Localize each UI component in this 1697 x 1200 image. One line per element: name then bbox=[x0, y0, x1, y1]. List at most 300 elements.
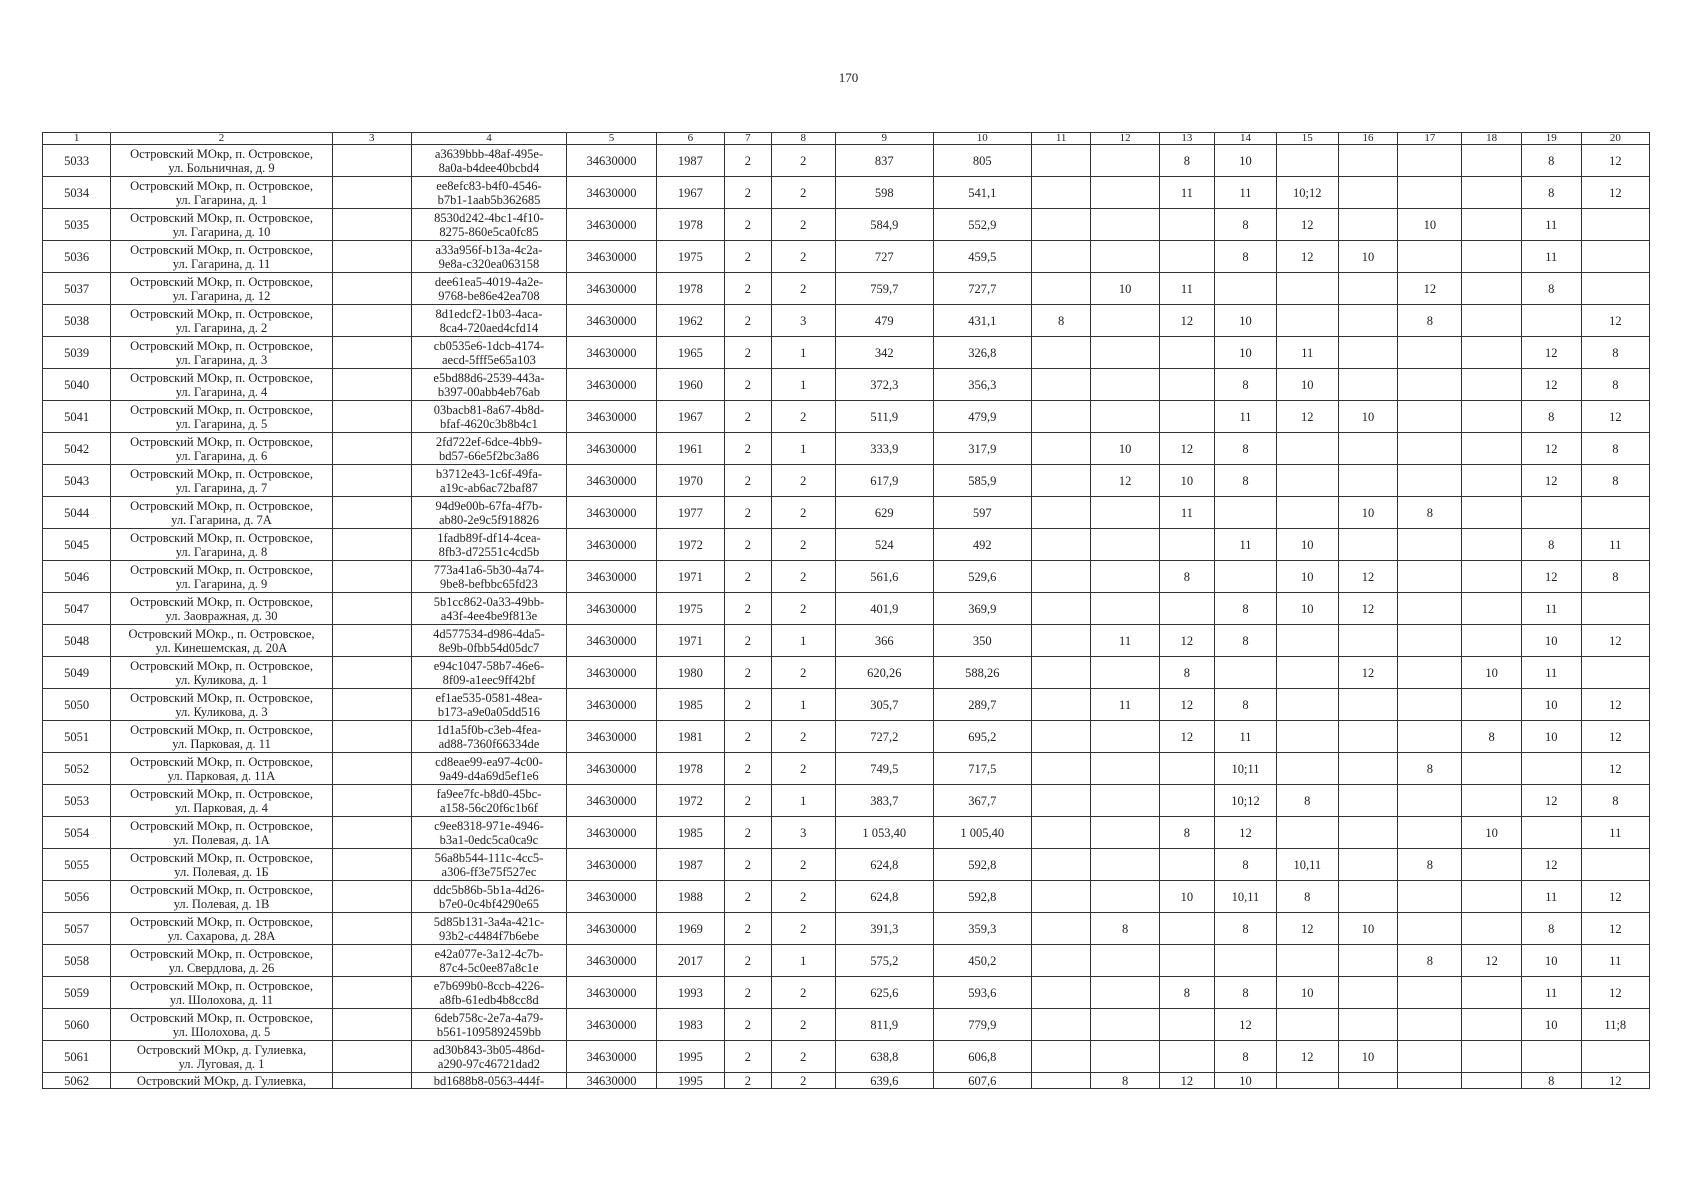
cell-col-6: 1970 bbox=[656, 465, 724, 497]
address-line-1: Островский МОкр, п. Островское, bbox=[130, 850, 313, 865]
cell-col-12 bbox=[1091, 497, 1159, 529]
cell-col-14: 8 bbox=[1215, 209, 1277, 241]
cell-col-11 bbox=[1031, 721, 1091, 753]
column-header: 4 bbox=[411, 133, 567, 145]
cell-col-9: 749,5 bbox=[835, 753, 933, 785]
guid-line-2: 8f09-a1eec9ff42bf bbox=[442, 672, 536, 687]
cell-col-7: 2 bbox=[724, 817, 771, 849]
cell-col-3 bbox=[332, 657, 411, 689]
address-cell bbox=[111, 177, 333, 209]
cell-col-8: 3 bbox=[771, 305, 835, 337]
address-line-1: Островский МОкр, п. Островское, bbox=[130, 914, 313, 929]
cell-col-5: 34630000 bbox=[567, 945, 657, 977]
cell-col-7: 2 bbox=[724, 721, 771, 753]
cell-col-10: 479,9 bbox=[933, 401, 1031, 433]
guid-line-1: e42a077e-3a12-4c7b- bbox=[434, 946, 544, 961]
cell-col-8: 2 bbox=[771, 753, 835, 785]
cell-col-17 bbox=[1398, 465, 1462, 497]
cell-col-11 bbox=[1031, 209, 1091, 241]
cell-col-17 bbox=[1398, 817, 1462, 849]
table-row bbox=[43, 753, 1650, 785]
cell-col-16 bbox=[1338, 1009, 1398, 1041]
cell-col-19: 8 bbox=[1521, 1073, 1581, 1089]
row-id: 5060 bbox=[43, 1009, 111, 1041]
guid-cell bbox=[411, 913, 567, 945]
cell-col-8: 2 bbox=[771, 497, 835, 529]
cell-col-17: 8 bbox=[1398, 849, 1462, 881]
cell-col-6: 1969 bbox=[656, 913, 724, 945]
guid-line-2: ad88-7360f66334de bbox=[438, 736, 540, 751]
address-cell bbox=[111, 433, 333, 465]
cell-col-16 bbox=[1338, 689, 1398, 721]
cell-col-18 bbox=[1462, 753, 1522, 785]
table-row bbox=[43, 433, 1650, 465]
cell-col-12 bbox=[1091, 369, 1159, 401]
cell-col-9: 383,7 bbox=[835, 785, 933, 817]
cell-col-7: 2 bbox=[724, 177, 771, 209]
address-line-2: ул. Парковая, д. 4 bbox=[175, 800, 268, 815]
cell-col-18 bbox=[1462, 209, 1522, 241]
address-line-1: Островский МОкр, п. Островское, bbox=[130, 690, 313, 705]
cell-col-15 bbox=[1276, 657, 1338, 689]
cell-col-20: 12 bbox=[1581, 721, 1649, 753]
cell-col-14: 8 bbox=[1215, 625, 1277, 657]
cell-col-9: 811,9 bbox=[835, 1009, 933, 1041]
cell-col-10: 779,9 bbox=[933, 1009, 1031, 1041]
cell-col-13: 8 bbox=[1159, 817, 1214, 849]
cell-col-7: 2 bbox=[724, 145, 771, 177]
cell-col-9: 342 bbox=[835, 337, 933, 369]
cell-col-11 bbox=[1031, 593, 1091, 625]
guid-cell bbox=[411, 273, 567, 305]
cell-col-6: 1983 bbox=[656, 1009, 724, 1041]
cell-col-9: 624,8 bbox=[835, 849, 933, 881]
row-id: 5057 bbox=[43, 913, 111, 945]
cell-col-16: 10 bbox=[1338, 401, 1398, 433]
cell-col-13 bbox=[1159, 209, 1214, 241]
cell-col-8: 1 bbox=[771, 945, 835, 977]
cell-col-5: 34630000 bbox=[567, 401, 657, 433]
address-line-1: Островский МОкр, п. Островское, bbox=[130, 178, 313, 193]
cell-col-3 bbox=[332, 689, 411, 721]
cell-col-18 bbox=[1462, 1041, 1522, 1073]
cell-col-6: 1965 bbox=[656, 337, 724, 369]
guid-line-2: a8fb-61edb4b8cc8d bbox=[439, 992, 539, 1007]
address-line-1: Островский МОкр, п. Островское, bbox=[130, 754, 313, 769]
guid-line-2: b7b1-1aab5b362685 bbox=[437, 192, 541, 207]
address-cell bbox=[111, 337, 333, 369]
address-line-2: ул. Гагарина, д. 8 bbox=[175, 544, 268, 559]
cell-col-3 bbox=[332, 1073, 411, 1089]
cell-col-3 bbox=[332, 881, 411, 913]
cell-col-18 bbox=[1462, 977, 1522, 1009]
guid-line-1: 4d577534-d986-4da5- bbox=[433, 626, 545, 641]
cell-col-16: 10 bbox=[1338, 1041, 1398, 1073]
address-line-1: Островский МОкр, п. Островское, bbox=[130, 818, 313, 833]
cell-col-20 bbox=[1581, 593, 1649, 625]
cell-col-12 bbox=[1091, 657, 1159, 689]
cell-col-16: 10 bbox=[1338, 913, 1398, 945]
cell-col-3 bbox=[332, 465, 411, 497]
cell-col-11 bbox=[1031, 689, 1091, 721]
cell-col-13 bbox=[1159, 849, 1214, 881]
address-line-2: ул. Шолохова, д. 5 bbox=[172, 1024, 271, 1039]
cell-col-14: 10 bbox=[1215, 305, 1277, 337]
cell-col-9: 305,7 bbox=[835, 689, 933, 721]
cell-col-18 bbox=[1462, 401, 1522, 433]
cell-col-7: 2 bbox=[724, 785, 771, 817]
cell-col-15 bbox=[1276, 1009, 1338, 1041]
row-id: 5049 bbox=[43, 657, 111, 689]
guid-line-2: 9a49-d4a69d5ef1e6 bbox=[439, 768, 539, 783]
cell-col-8: 2 bbox=[771, 881, 835, 913]
cell-col-20 bbox=[1581, 849, 1649, 881]
address-cell bbox=[111, 625, 333, 657]
address-line-1: Островский МОкр, п. Островское, bbox=[130, 722, 313, 737]
row-id: 5040 bbox=[43, 369, 111, 401]
guid-line-1: e5bd88d6-2539-443a- bbox=[433, 370, 545, 385]
cell-col-10: 492 bbox=[933, 529, 1031, 561]
row-id: 5061 bbox=[43, 1041, 111, 1073]
cell-col-3 bbox=[332, 817, 411, 849]
cell-col-8: 1 bbox=[771, 369, 835, 401]
cell-col-16 bbox=[1338, 209, 1398, 241]
table-row bbox=[43, 977, 1650, 1009]
guid-cell bbox=[411, 625, 567, 657]
cell-col-7: 2 bbox=[724, 561, 771, 593]
cell-col-13: 10 bbox=[1159, 465, 1214, 497]
cell-col-10: 592,8 bbox=[933, 849, 1031, 881]
cell-col-8: 2 bbox=[771, 1009, 835, 1041]
cell-col-16 bbox=[1338, 881, 1398, 913]
address-line-1: Островский МОкр, п. Островское, bbox=[130, 338, 313, 353]
cell-col-8: 2 bbox=[771, 657, 835, 689]
cell-col-5: 34630000 bbox=[567, 753, 657, 785]
cell-col-13 bbox=[1159, 753, 1214, 785]
guid-line-1: 2fd722ef-6dce-4bb9- bbox=[435, 434, 543, 449]
table-row bbox=[43, 241, 1650, 273]
cell-col-8: 2 bbox=[771, 1041, 835, 1073]
column-header: 8 bbox=[771, 133, 835, 145]
cell-col-19: 12 bbox=[1521, 785, 1581, 817]
cell-col-17 bbox=[1398, 1041, 1462, 1073]
cell-col-3 bbox=[332, 753, 411, 785]
cell-col-5: 34630000 bbox=[567, 849, 657, 881]
cell-col-15 bbox=[1276, 689, 1338, 721]
guid-line-2: a43f-4ee4be9f813e bbox=[440, 608, 538, 623]
cell-col-19: 10 bbox=[1521, 721, 1581, 753]
cell-col-8: 2 bbox=[771, 593, 835, 625]
cell-col-6: 1981 bbox=[656, 721, 724, 753]
cell-col-15: 8 bbox=[1276, 785, 1338, 817]
cell-col-5: 34630000 bbox=[567, 1073, 657, 1089]
cell-col-7: 2 bbox=[724, 241, 771, 273]
cell-col-16 bbox=[1338, 145, 1398, 177]
cell-col-14 bbox=[1215, 657, 1277, 689]
cell-col-13: 12 bbox=[1159, 433, 1214, 465]
cell-col-19: 10 bbox=[1521, 689, 1581, 721]
cell-col-5: 34630000 bbox=[567, 305, 657, 337]
guid-line-1: ddc5b86b-5b1a-4d26- bbox=[433, 882, 545, 897]
address-line-1: Островский МОкр, п. Островское, bbox=[130, 498, 313, 513]
cell-col-11 bbox=[1031, 1009, 1091, 1041]
cell-col-13 bbox=[1159, 945, 1214, 977]
address-cell bbox=[111, 785, 333, 817]
cell-col-6: 1985 bbox=[656, 817, 724, 849]
cell-col-16: 12 bbox=[1338, 561, 1398, 593]
cell-col-14: 8 bbox=[1215, 977, 1277, 1009]
cell-col-17: 8 bbox=[1398, 753, 1462, 785]
cell-col-10: 317,9 bbox=[933, 433, 1031, 465]
cell-col-20: 11 bbox=[1581, 817, 1649, 849]
guid-line-1: dee61ea5-4019-4a2e- bbox=[434, 274, 544, 289]
cell-col-8: 2 bbox=[771, 913, 835, 945]
cell-col-19: 10 bbox=[1521, 945, 1581, 977]
cell-col-20 bbox=[1581, 209, 1649, 241]
cell-col-20 bbox=[1581, 241, 1649, 273]
cell-col-6: 1980 bbox=[656, 657, 724, 689]
cell-col-6: 2017 bbox=[656, 945, 724, 977]
cell-col-14 bbox=[1215, 273, 1277, 305]
address-line-1: Островский МОкр, п. Островское, bbox=[130, 786, 313, 801]
cell-col-8: 3 bbox=[771, 817, 835, 849]
cell-col-12 bbox=[1091, 721, 1159, 753]
address-cell bbox=[111, 721, 333, 753]
cell-col-18 bbox=[1462, 465, 1522, 497]
cell-col-19: 11 bbox=[1521, 209, 1581, 241]
address-line-1: Островский МОкр, п. Островское, bbox=[130, 658, 313, 673]
row-id: 5052 bbox=[43, 753, 111, 785]
cell-col-20: 12 bbox=[1581, 1073, 1649, 1089]
row-id: 5046 bbox=[43, 561, 111, 593]
cell-col-14: 8 bbox=[1215, 241, 1277, 273]
guid-cell bbox=[411, 817, 567, 849]
cell-col-14: 11 bbox=[1215, 177, 1277, 209]
cell-col-12 bbox=[1091, 305, 1159, 337]
cell-col-13 bbox=[1159, 913, 1214, 945]
cell-col-13: 8 bbox=[1159, 657, 1214, 689]
cell-col-8: 1 bbox=[771, 689, 835, 721]
cell-col-5: 34630000 bbox=[567, 145, 657, 177]
cell-col-3 bbox=[332, 305, 411, 337]
cell-col-11: 8 bbox=[1031, 305, 1091, 337]
cell-col-13: 12 bbox=[1159, 689, 1214, 721]
cell-col-15 bbox=[1276, 497, 1338, 529]
cell-col-5: 34630000 bbox=[567, 977, 657, 1009]
address-line-2: ул. Больничная, д. 9 bbox=[168, 160, 275, 175]
cell-col-11 bbox=[1031, 1073, 1091, 1089]
cell-col-15: 12 bbox=[1276, 209, 1338, 241]
cell-col-16 bbox=[1338, 337, 1398, 369]
cell-col-14: 10;11 bbox=[1215, 753, 1277, 785]
guid-cell bbox=[411, 465, 567, 497]
cell-col-9: 511,9 bbox=[835, 401, 933, 433]
cell-col-17: 8 bbox=[1398, 497, 1462, 529]
cell-col-7: 2 bbox=[724, 913, 771, 945]
cell-col-17: 12 bbox=[1398, 273, 1462, 305]
table-row bbox=[43, 689, 1650, 721]
table-body bbox=[43, 145, 1650, 1089]
address-line-2: ул. Парковая, д. 11А bbox=[167, 768, 276, 783]
cell-col-9: 759,7 bbox=[835, 273, 933, 305]
cell-col-10: 607,6 bbox=[933, 1073, 1031, 1089]
cell-col-12: 11 bbox=[1091, 625, 1159, 657]
cell-col-9: 333,9 bbox=[835, 433, 933, 465]
table-row bbox=[43, 1009, 1650, 1041]
cell-col-11 bbox=[1031, 273, 1091, 305]
cell-col-15 bbox=[1276, 625, 1338, 657]
guid-cell bbox=[411, 241, 567, 273]
address-cell bbox=[111, 753, 333, 785]
cell-col-14: 12 bbox=[1215, 1009, 1277, 1041]
table-row bbox=[43, 785, 1650, 817]
cell-col-11 bbox=[1031, 785, 1091, 817]
guid-line-1: c9ee8318-971e-4946- bbox=[434, 818, 544, 833]
cell-col-20: 8 bbox=[1581, 465, 1649, 497]
cell-col-13 bbox=[1159, 1041, 1214, 1073]
cell-col-3 bbox=[332, 561, 411, 593]
cell-col-18 bbox=[1462, 593, 1522, 625]
cell-col-17 bbox=[1398, 401, 1462, 433]
cell-col-5: 34630000 bbox=[567, 529, 657, 561]
cell-col-6: 1978 bbox=[656, 753, 724, 785]
cell-col-5: 34630000 bbox=[567, 337, 657, 369]
guid-line-2: b7e0-0c4bf4290e65 bbox=[438, 896, 539, 911]
cell-col-20: 11;8 bbox=[1581, 1009, 1649, 1041]
guid-line-1: cd8eae99-ea97-4c00- bbox=[435, 754, 543, 769]
guid-cell bbox=[411, 1009, 567, 1041]
address-cell bbox=[111, 401, 333, 433]
cell-col-16: 10 bbox=[1338, 497, 1398, 529]
cell-col-3 bbox=[332, 977, 411, 1009]
cell-col-6: 1985 bbox=[656, 689, 724, 721]
cell-col-11 bbox=[1031, 657, 1091, 689]
column-header: 9 bbox=[835, 133, 933, 145]
cell-col-17 bbox=[1398, 337, 1462, 369]
cell-col-20: 8 bbox=[1581, 561, 1649, 593]
guid-line-1: 773a41a6-5b30-4a74- bbox=[433, 562, 545, 577]
guid-line-1: 03bacb81-8a67-4b8d- bbox=[433, 402, 545, 417]
cell-col-16 bbox=[1338, 177, 1398, 209]
row-id: 5054 bbox=[43, 817, 111, 849]
cell-col-10: 350 bbox=[933, 625, 1031, 657]
guid-line-2: 9768-be86e42ea708 bbox=[438, 288, 540, 303]
cell-col-9: 366 bbox=[835, 625, 933, 657]
table-row bbox=[43, 209, 1650, 241]
cell-col-15: 12 bbox=[1276, 401, 1338, 433]
cell-col-12: 11 bbox=[1091, 689, 1159, 721]
cell-col-5: 34630000 bbox=[567, 1041, 657, 1073]
cell-col-9: 561,6 bbox=[835, 561, 933, 593]
cell-col-3 bbox=[332, 433, 411, 465]
cell-col-9: 638,8 bbox=[835, 1041, 933, 1073]
cell-col-18 bbox=[1462, 881, 1522, 913]
cell-col-11 bbox=[1031, 881, 1091, 913]
guid-line-1: e94c1047-58b7-46e6- bbox=[433, 658, 545, 673]
row-id: 5045 bbox=[43, 529, 111, 561]
cell-col-5: 34630000 bbox=[567, 369, 657, 401]
address-line-2: ул. Шолохова, д. 11 bbox=[169, 992, 274, 1007]
cell-col-18 bbox=[1462, 369, 1522, 401]
column-header: 1 bbox=[43, 133, 111, 145]
cell-col-10: 727,7 bbox=[933, 273, 1031, 305]
cell-col-8: 2 bbox=[771, 849, 835, 881]
cell-col-7: 2 bbox=[724, 401, 771, 433]
guid-line-1: 5b1cc862-0a33-49bb- bbox=[433, 594, 545, 609]
cell-col-19: 12 bbox=[1521, 369, 1581, 401]
column-header: 7 bbox=[724, 133, 771, 145]
cell-col-5: 34630000 bbox=[567, 209, 657, 241]
cell-col-13: 12 bbox=[1159, 305, 1214, 337]
cell-col-11 bbox=[1031, 849, 1091, 881]
cell-col-12 bbox=[1091, 401, 1159, 433]
guid-line-1: ad30b843-3b05-486d- bbox=[433, 1042, 545, 1057]
cell-col-5: 34630000 bbox=[567, 433, 657, 465]
cell-col-14: 10 bbox=[1215, 145, 1277, 177]
guid-cell bbox=[411, 561, 567, 593]
guid-cell bbox=[411, 177, 567, 209]
cell-col-9: 584,9 bbox=[835, 209, 933, 241]
cell-col-9: 629 bbox=[835, 497, 933, 529]
guid-line-2: 9e8a-c320ea063158 bbox=[438, 256, 540, 271]
address-line-1: Островский МОкр, п. Островское, bbox=[130, 978, 313, 993]
cell-col-8: 1 bbox=[771, 625, 835, 657]
cell-col-16 bbox=[1338, 305, 1398, 337]
cell-col-10: 541,1 bbox=[933, 177, 1031, 209]
cell-col-19: 12 bbox=[1521, 433, 1581, 465]
cell-col-18 bbox=[1462, 305, 1522, 337]
cell-col-11 bbox=[1031, 145, 1091, 177]
address-line-2: ул. Сахарова, д. 28А bbox=[167, 928, 276, 943]
cell-col-15: 12 bbox=[1276, 913, 1338, 945]
guid-line-2: 8fb3-d72551c4cd5b bbox=[438, 544, 540, 559]
cell-col-13: 12 bbox=[1159, 625, 1214, 657]
cell-col-7: 2 bbox=[724, 497, 771, 529]
cell-col-18 bbox=[1462, 625, 1522, 657]
address-line-2: ул. Кинешемская, д. 20А bbox=[155, 640, 288, 655]
address-line-1: Островский МОкр, п. Островское, bbox=[130, 242, 313, 257]
column-header: 19 bbox=[1521, 133, 1581, 145]
cell-col-19 bbox=[1521, 305, 1581, 337]
guid-line-1: cb0535e6-1dcb-4174- bbox=[433, 338, 545, 353]
guid-line-2: bfaf-4620c3b8b4c1 bbox=[440, 416, 538, 431]
cell-col-15 bbox=[1276, 721, 1338, 753]
cell-col-5: 34630000 bbox=[567, 657, 657, 689]
cell-col-12 bbox=[1091, 337, 1159, 369]
cell-col-5: 34630000 bbox=[567, 465, 657, 497]
guid-line-1: fa9ee7fc-b8d0-45bc- bbox=[436, 786, 542, 801]
cell-col-10: 359,3 bbox=[933, 913, 1031, 945]
table-row bbox=[43, 593, 1650, 625]
cell-col-20: 12 bbox=[1581, 753, 1649, 785]
cell-col-14: 8 bbox=[1215, 593, 1277, 625]
guid-line-2: 87c4-5c0ee87a8c1e bbox=[439, 960, 539, 975]
cell-col-8: 2 bbox=[771, 529, 835, 561]
guid-line-2: ab80-2e9c5f918826 bbox=[438, 512, 539, 527]
cell-col-11 bbox=[1031, 913, 1091, 945]
cell-col-12 bbox=[1091, 849, 1159, 881]
guid-line-2: 8ca4-720aed4cfd14 bbox=[439, 320, 539, 335]
cell-col-19: 8 bbox=[1521, 529, 1581, 561]
guid-line-1: ef1ae535-0581-48ea- bbox=[435, 690, 543, 705]
cell-col-11 bbox=[1031, 977, 1091, 1009]
cell-col-16 bbox=[1338, 753, 1398, 785]
cell-col-12 bbox=[1091, 241, 1159, 273]
cell-col-13 bbox=[1159, 1009, 1214, 1041]
cell-col-6: 1961 bbox=[656, 433, 724, 465]
cell-col-19: 8 bbox=[1521, 145, 1581, 177]
cell-col-9: 837 bbox=[835, 145, 933, 177]
